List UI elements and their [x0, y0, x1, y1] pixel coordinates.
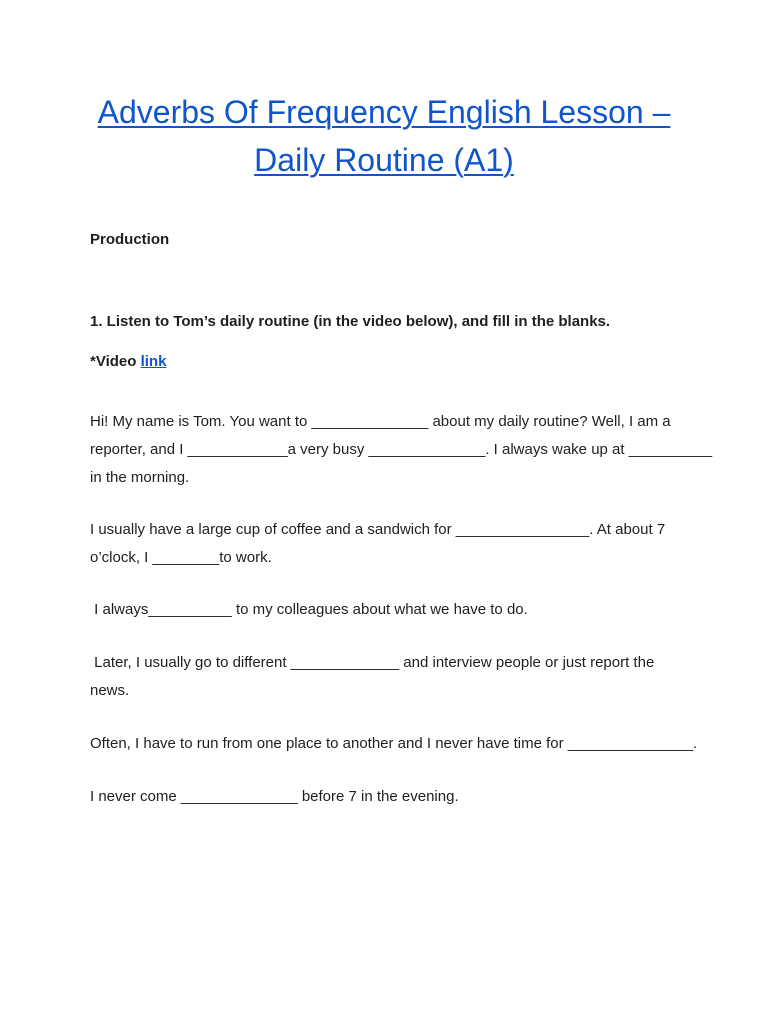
- paragraph-1-line-2: reporter, and I ____________a very busy ______________. I always wake up at __________: [90, 441, 713, 458]
- title-link[interactable]: Adverbs Of Frequency English Lesson – Daily Routine (A1): [97, 94, 671, 178]
- paragraph-4-line-2: news.: [90, 682, 130, 699]
- paragraph-1-line-1: Hi! My name is Tom. You want to ______________ about my daily routine? Well, I am a: [90, 413, 671, 430]
- exercise-instruction: 1. Listen to Tom’s daily routine (in the video below), and fill in the blanks.: [90, 313, 611, 330]
- video-reference: [90, 348, 166, 376]
- section-heading: Production: [90, 231, 170, 248]
- paragraph-6-line-1: I never come ______________ before 7 in the evening.: [90, 788, 459, 805]
- video-link[interactable]: link: [140, 353, 167, 370]
- paragraph-4-line-1: Later, I usually go to different _____________ and interview people or just report the: [90, 654, 655, 671]
- page-title[interactable]: [60, 88, 708, 184]
- paragraph-1-line-3: in the morning.: [90, 469, 190, 486]
- paragraph-2-line-1: I usually have a large cup of coffee and a sandwich for ________________. At about 7: [90, 521, 666, 538]
- paragraph-3-line-1: I always__________ to my colleagues about what we have to do.: [90, 601, 528, 618]
- video-label: *Video: [90, 353, 141, 370]
- paragraph-5-line-1: Often, I have to run from one place to another and I never have time for _______________.: [90, 735, 698, 752]
- paragraph-2-line-2: o’clock, I ________to work.: [90, 549, 272, 566]
